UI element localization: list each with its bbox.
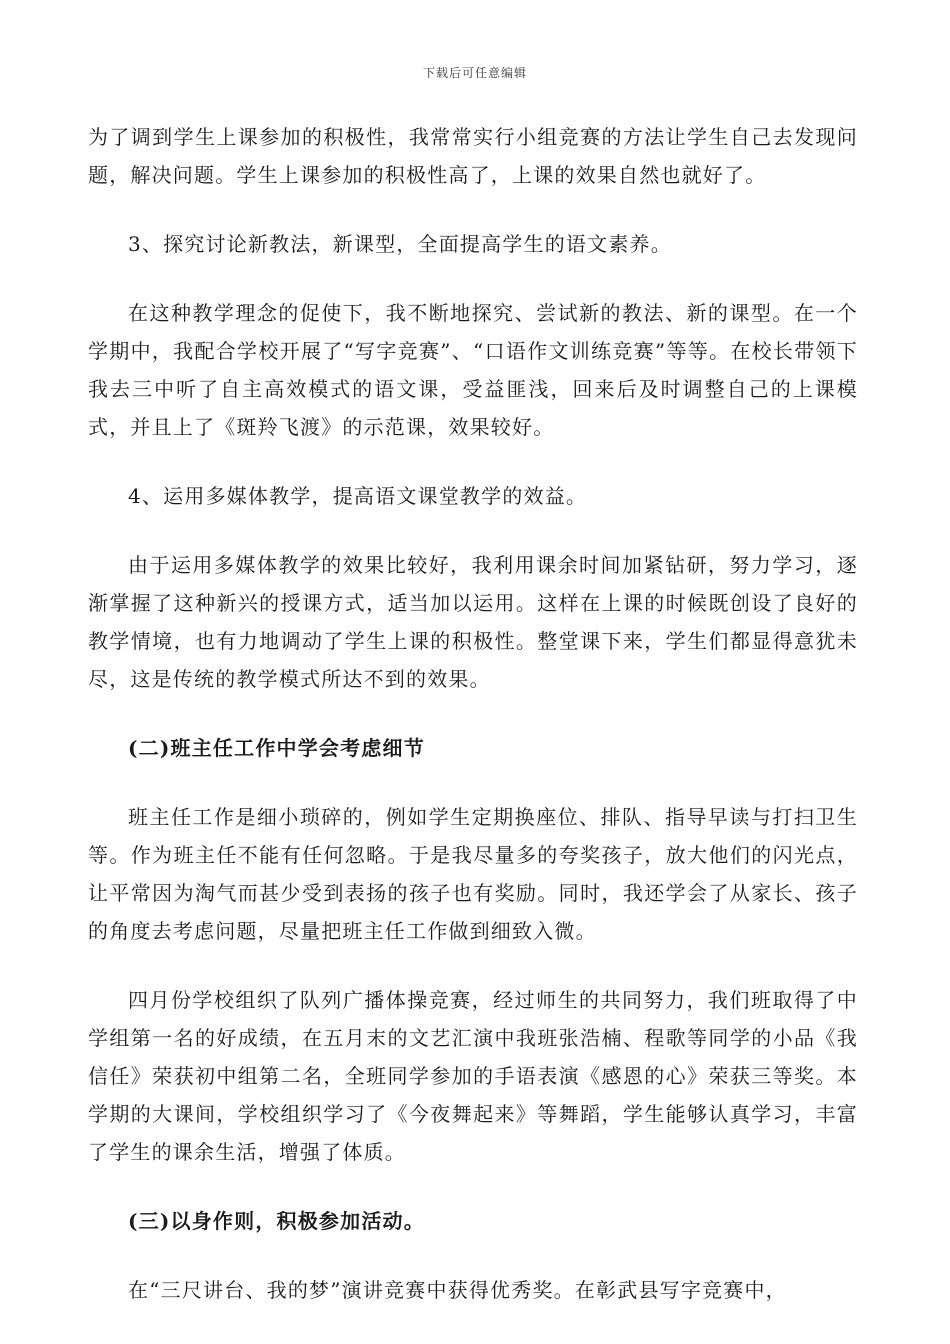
paragraph: 由于运用多媒体教学的效果比较好，我利用课余时间加紧钻研，努力学习，逐渐掌握了这种新兴的授课方式，适当加以运用。这样在上课的时候既创设了良好的教学情境，也有力地调动了学生上课的积极性。整堂课下来，学生们都显得意犹未尽，这是传统的教学模式所达不到的效果。 (88, 553, 858, 691)
paragraph: 在“三尺讲台、我的梦”演讲竞赛中获得优秀奖。在彰武县写字竞赛中， (128, 1278, 787, 1302)
paragraph: 在这种教学理念的促使下，我不断地探究、尝试新的教法、新的课型。在一个学期中，我配合学校开展了“写字竞赛”、“口语作文训练竞赛”等等。在校长带领下我去三中听了自主高效模式的语文课，受益匪浅，回来后及时调整自己的上课模式，并且上了《斑羚飞渡》的示范课，效果较好。 (88, 301, 858, 439)
page-header: 下载后可任意编辑 (422, 66, 527, 80)
document-body (88, 118, 858, 1340)
section-heading-2: (二)班主任工作中学会考虑细节 (128, 736, 425, 760)
list-item-4: 4、运用多媒体教学，提高语文课堂教学的效益。 (128, 484, 588, 508)
paragraph: 班主任工作是细小琐碎的，例如学生定期换座位、排队、指导早读与打扫卫生等。作为班主任不能有任何忽略。于是我尽量多的夸奖孩子，放大他们的闪光点，让平常因为淘气而甚少受到表扬的孩子也有奖励。同时，我还学会了从家长、孩子的角度去考虑问题，尽量把班主任工作做到细致入微。 (88, 805, 858, 943)
section-heading-3: (三)以身作则，积极参加活动。 (128, 1209, 425, 1233)
paragraph: 四月份学校组织了队列广播体操竞赛，经过师生的共同努力，我们班取得了中学组第一名的好成绩，在五月末的文艺汇演中我班张浩楠、程歌等同学的小品《我信任》荣获初中组第二名，全班同学参加的手语表演《感恩的心》荣获三等奖。本学期的大课间，学校组织学习了《今夜舞起来》等舞蹈，学生能够认真学习，丰富了学生的课余生活，增强了体质。 (88, 988, 858, 1164)
paragraph-continued: 为了调到学生上课参加的积极性，我常常实行小组竞赛的方法让学生自己去发现问题，解决问题。学生上课参加的积极性高了，上课的效果自然也就好了。 (88, 125, 858, 187)
list-item-3: 3、探究讨论新教法，新课型，全面提高学生的语文素养。 (128, 232, 672, 256)
